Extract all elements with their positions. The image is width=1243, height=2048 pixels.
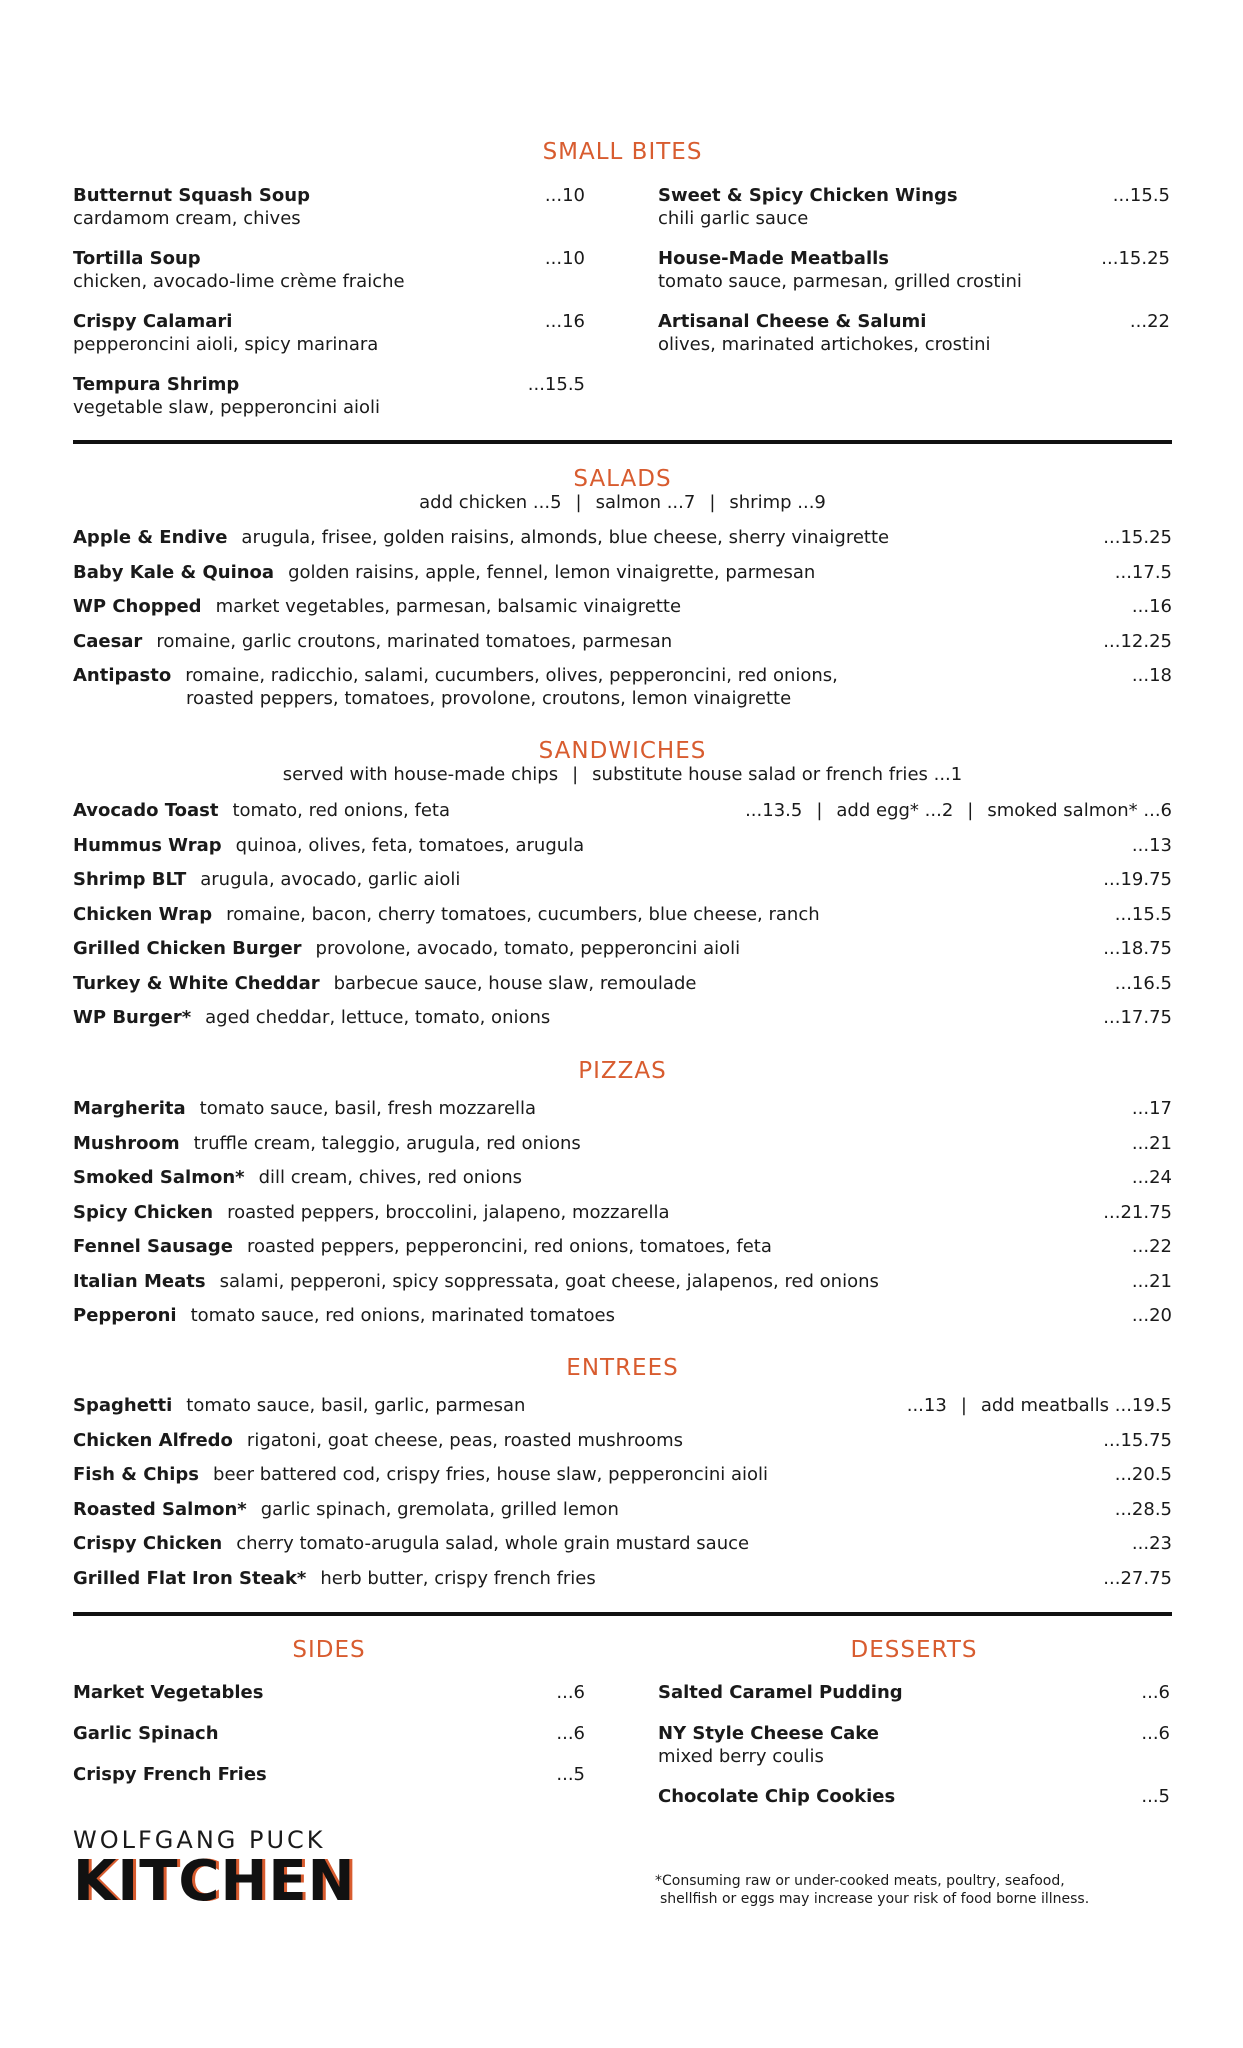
section-divider xyxy=(73,440,1172,444)
menu-item: Chicken Wrap romaine, bacon, cherry tomatoes, cucumbers, blue cheese, ranch ...15.5 xyxy=(73,904,1172,925)
menu-item: Antipasto romaine, radicchio, salami, cucumbers, olives, pepperoncini, red onions, ...18 roasted peppers, tomatoes, provolone, croutons, lemon vinaigrette xyxy=(73,665,1172,709)
menu-item: Roasted Salmon* garlic spinach, gremolata, grilled lemon ...28.5 xyxy=(73,1499,1172,1520)
menu-item: Spaghetti tomato sauce, basil, garlic, parmesan ...13 | add meatballs ...19.5 xyxy=(73,1395,1172,1416)
section-title-sandwiches: SANDWICHES xyxy=(538,738,707,764)
menu-item: Grilled Flat Iron Steak* herb butter, crispy french fries ...27.75 xyxy=(73,1568,1172,1589)
section-title-sides: SIDES xyxy=(292,1637,366,1663)
section-title-small-bites: SMALL BITES xyxy=(542,139,703,165)
spaghetti-options: ...13 | add meatballs ...19.5 xyxy=(906,1395,1172,1416)
menu-item: Chocolate Chip Cookies ...5 xyxy=(658,1786,1170,1807)
menu-item: Fish & Chips beer battered cod, crispy fries, house slaw, pepperoncini aioli ...20.5 xyxy=(73,1464,1172,1485)
sandwiches-note: served with house-made chips | substitute house salad or french fries ...1 xyxy=(282,764,963,785)
menu-item: Fennel Sausage roasted peppers, pepperoncini, red onions, tomatoes, feta ...22 xyxy=(73,1236,1172,1257)
menu-item: Mushroom truffle cream, taleggio, arugula, red onions ...21 xyxy=(73,1133,1172,1154)
menu-item: Crispy Chicken cherry tomato-arugula salad, whole grain mustard sauce ...23 xyxy=(73,1533,1172,1554)
menu-item: Smoked Salmon* dill cream, chives, red onions ...24 xyxy=(73,1167,1172,1188)
menu-item: Chicken Alfredo rigatoni, goat cheese, peas, roasted mushrooms ...15.75 xyxy=(73,1430,1172,1451)
menu-item: Italian Meats salami, pepperoni, spicy soppressata, goat cheese, jalapenos, red onions ...21 xyxy=(73,1271,1172,1292)
menu-item: Artisanal Cheese & Salumi ...22 olives, marinated artichokes, crostini xyxy=(658,311,1170,355)
section-title-desserts: DESSERTS xyxy=(850,1637,978,1663)
menu-item: Baby Kale & Quinoa golden raisins, apple, fennel, lemon vinaigrette, parmesan ...17.5 xyxy=(73,562,1172,583)
menu-item: Market Vegetables ...6 xyxy=(73,1682,585,1703)
menu-item: WP Burger* aged cheddar, lettuce, tomato, onions ...17.75 xyxy=(73,1007,1172,1028)
menu-item: Butternut Squash Soup ...10 cardamom cream, chives xyxy=(73,185,585,229)
menu-item: WP Chopped market vegetables, parmesan, balsamic vinaigrette ...16 xyxy=(73,596,1172,617)
menu-content xyxy=(73,0,1172,2048)
menu-item: Caesar romaine, garlic croutons, marinated tomatoes, parmesan ...12.25 xyxy=(73,631,1172,652)
menu-item: Apple & Endive arugula, frisee, golden raisins, almonds, blue cheese, sherry vinaigrette ...15.25 xyxy=(73,527,1172,548)
section-title-salads: SALADS xyxy=(573,466,672,492)
menu-item: Garlic Spinach ...6 xyxy=(73,1723,585,1744)
section-divider xyxy=(73,1612,1172,1616)
menu-item: Tortilla Soup ...10 chicken, avocado-lime crème fraiche xyxy=(73,248,585,292)
menu-item: Avocado Toast tomato, red onions, feta ...13.5 | add egg* ...2 | smoked salmon* ...6 xyxy=(73,800,1172,821)
menu-item: Pepperoni tomato sauce, red onions, marinated tomatoes ...20 xyxy=(73,1305,1172,1326)
menu-item: Salted Caramel Pudding ...6 xyxy=(658,1682,1170,1703)
section-title-pizzas: PIZZAS xyxy=(578,1058,667,1084)
salads-addons: add chicken ...5 | salmon ...7 | shrimp ...9 xyxy=(419,492,826,513)
food-safety-disclaimer: *Consuming raw or under-cooked meats, poultry, seafood, shellfish or eggs may increase your risk of food borne illness. xyxy=(655,1873,1090,1907)
menu-item: NY Style Cheese Cake ...6 mixed berry coulis xyxy=(658,1723,1170,1767)
menu-item: Crispy Calamari ...16 pepperoncini aioli, spicy marinara xyxy=(73,311,585,355)
menu-item: Margherita tomato sauce, basil, fresh mozzarella ...17 xyxy=(73,1098,1172,1119)
menu-item: Sweet & Spicy Chicken Wings ...15.5 chili garlic sauce xyxy=(658,185,1170,229)
menu-item: House-Made Meatballs ...15.25 tomato sauce, parmesan, grilled crostini xyxy=(658,248,1170,292)
avocado-toast-options: ...13.5 | add egg* ...2 | smoked salmon* ...6 xyxy=(745,800,1172,821)
brand-logo xyxy=(73,1826,356,1914)
menu-item: Shrimp BLT arugula, avocado, garlic aioli ...19.75 xyxy=(73,869,1172,890)
menu-item: Turkey & White Cheddar barbecue sauce, house slaw, remoulade ...16.5 xyxy=(73,973,1172,994)
menu-item: Hummus Wrap quinoa, olives, feta, tomatoes, arugula ...13 xyxy=(73,835,1172,856)
logo-main-text: KITCHEN xyxy=(73,1849,356,1914)
menu-item: Tempura Shrimp ...15.5 vegetable slaw, pepperoncini aioli xyxy=(73,374,585,418)
menu-item: Crispy French Fries ...5 xyxy=(73,1764,585,1785)
menu-item: Spicy Chicken roasted peppers, broccolini, jalapeno, mozzarella ...21.75 xyxy=(73,1202,1172,1223)
section-title-entrees: ENTREES xyxy=(566,1355,679,1381)
logo-top-text: WOLFGANG PUCK xyxy=(73,1826,326,1854)
menu-item: Grilled Chicken Burger provolone, avocado, tomato, pepperoncini aioli ...18.75 xyxy=(73,938,1172,959)
